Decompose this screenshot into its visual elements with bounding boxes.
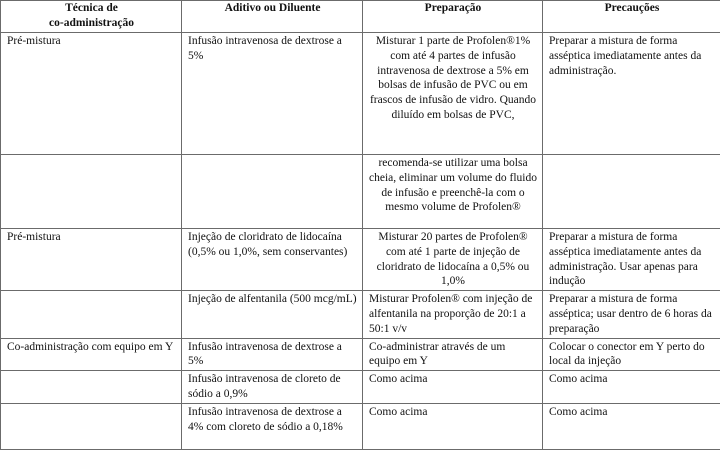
header-row <box>1 1 720 33</box>
table-row <box>1 291 720 338</box>
cell-text: Preparar a mistura de forma asséptica imediatamente antes da administração. Usar apenas para indução <box>549 231 701 287</box>
cell-text: Co-administração com equipo em Y <box>7 341 173 353</box>
table-row <box>1 338 720 371</box>
cell-aditivo <box>182 371 363 404</box>
cell-tecnica <box>1 338 182 371</box>
header-aditivo <box>182 1 363 33</box>
cell-tecnica <box>1 371 182 404</box>
cell-aditivo <box>182 403 363 449</box>
cell-preparacao <box>363 291 543 338</box>
cell-tecnica <box>1 229 182 291</box>
header-tecnica <box>1 1 182 33</box>
cell-preparacao <box>363 155 543 229</box>
cell-precaucoes <box>543 338 720 371</box>
header-aditivo-label: Aditivo ou Diluente <box>225 2 321 14</box>
cell-preparacao <box>363 229 543 291</box>
cell-text: Como acima <box>549 373 607 385</box>
cell-text: Infusão intravenosa de dextrose a 4% com cloreto de sódio a 0,18% <box>188 406 343 433</box>
cell-aditivo <box>182 291 363 338</box>
cell-text: Preparar a mistura de forma asséptica imediatamente antes da administração. <box>549 35 701 77</box>
cell-aditivo <box>182 338 363 371</box>
cell-text: Misturar 20 partes de Profolen® com até 1 parte de injeção de cloridrato de lidocaína a 0,5% ou 1,0% <box>377 231 530 287</box>
header-precaucoes-label: Precauções <box>605 2 660 14</box>
table-row <box>1 371 720 404</box>
cell-aditivo <box>182 229 363 291</box>
cell-preparacao <box>363 338 543 371</box>
header-preparacao <box>363 1 543 33</box>
table-row <box>1 229 720 291</box>
header-preparacao-label: Preparação <box>425 2 482 14</box>
cell-tecnica <box>1 403 182 449</box>
cell-text: Injeção de alfentanila (500 mcg/mL) <box>188 293 357 305</box>
cell-precaucoes <box>543 291 720 338</box>
cell-preparacao <box>363 33 543 155</box>
table-row <box>1 33 720 155</box>
cell-text: Infusão intravenosa de cloreto de sódio a 0,9% <box>188 373 341 400</box>
table-row <box>1 403 720 449</box>
cell-tecnica <box>1 155 182 229</box>
cell-precaucoes <box>543 229 720 291</box>
cell-precaucoes <box>543 403 720 449</box>
cell-text: Misturar 1 parte de Profolen®1% com até 4 partes de infusão intravenosa de dextrose a 5% em bolsas de infusão de PVC ou em frascos de infusão de vidro. Quando diluído em bolsas de PVC, <box>370 35 536 121</box>
cell-tecnica <box>1 291 182 338</box>
table-header <box>1 1 720 33</box>
cell-preparacao <box>363 371 543 404</box>
cell-text: Injeção de cloridrato de lidocaína (0,5% ou 1,0%, sem conservantes) <box>188 231 347 258</box>
cell-tecnica <box>1 33 182 155</box>
cell-text: Colocar o conector em Y perto do local da injeção <box>549 341 705 368</box>
cell-preparacao <box>363 403 543 449</box>
cell-text: Misturar Profolen® com injeção de alfentanila na proporção de 20:1 a 50:1 v/v <box>369 293 532 335</box>
cell-text: Como acima <box>369 373 427 385</box>
header-precaucoes <box>543 1 720 33</box>
table-body <box>1 33 720 450</box>
cell-text: Pré-mistura <box>7 231 61 243</box>
cell-text: Como acima <box>369 406 427 418</box>
cell-text: Pré-mistura <box>7 35 61 47</box>
cell-aditivo <box>182 33 363 155</box>
cell-text: Infusão intravenosa de dextrose a 5% <box>188 35 342 62</box>
cell-text: recomenda-se utilizar uma bolsa cheia, eliminar um volume do fluido de infusão e preenchê-la com o mesmo volume de Profolen® <box>369 157 537 213</box>
header-tecnica-label: Técnica de co-administração <box>49 2 134 29</box>
cell-text: Como acima <box>549 406 607 418</box>
cell-precaucoes <box>543 155 720 229</box>
cell-text: Preparar a mistura de forma asséptica; usar dentro de 6 horas da preparação <box>549 293 712 335</box>
cell-precaucoes <box>543 33 720 155</box>
cell-aditivo <box>182 155 363 229</box>
cell-text: Co-administrar através de um equipo em Y <box>369 341 505 368</box>
cell-precaucoes <box>543 371 720 404</box>
table-row <box>1 155 720 229</box>
cell-text: Infusão intravenosa de dextrose a 5% <box>188 341 342 368</box>
